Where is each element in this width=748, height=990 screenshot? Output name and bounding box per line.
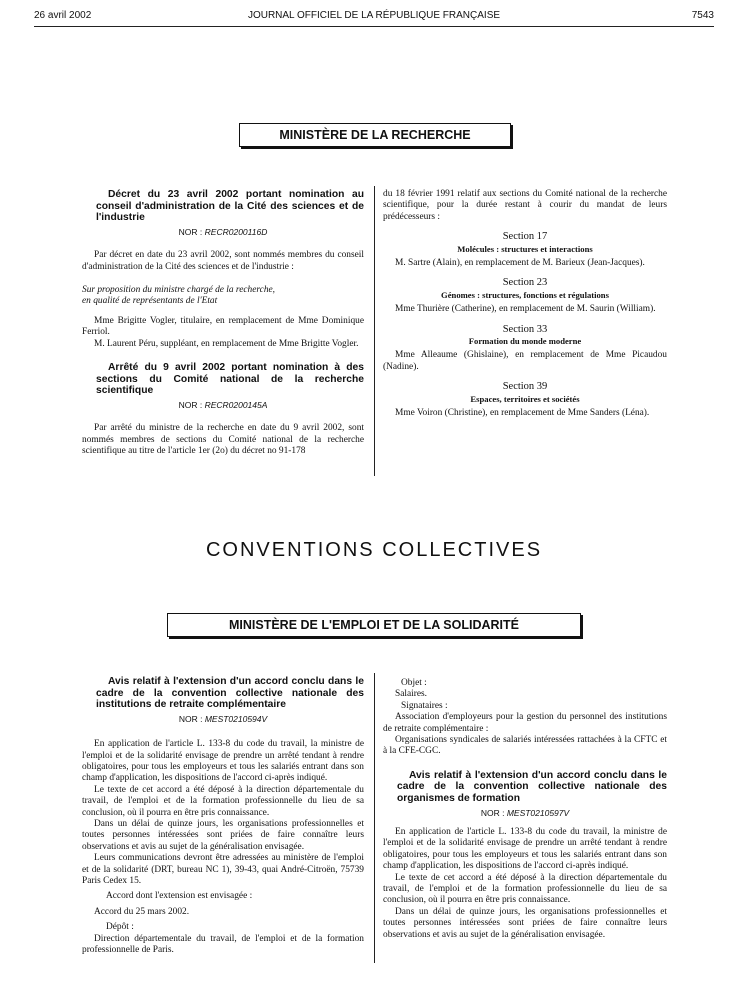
avis1-paragraph-4: Leurs communications devront être adressées au ministère de l'emploi et de la solidarité (DRT, bureau NC 1), 39-43, quai André-Citroën, 75739 Paris Cedex 15. bbox=[82, 853, 364, 887]
decree-paragraph-2: Mme Brigitte Vogler, titulaire, en remplacement de Mme Dominique Ferriol. bbox=[82, 315, 364, 338]
avis2-nor bbox=[383, 808, 667, 819]
header-rule bbox=[34, 26, 714, 27]
decree-paragraph-3: M. Laurent Péru, suppléant, en remplacement de Mme Brigitte Vogler. bbox=[94, 338, 359, 349]
avis1-depot: Direction départementale du travail, de l'emploi et de la formation professionnelle de Paris. bbox=[82, 933, 364, 956]
avis1-depot-label: Dépôt : bbox=[106, 922, 134, 933]
avis1-nor-code: MEST0210594V bbox=[204, 713, 268, 724]
section-label: Section 39 bbox=[502, 381, 548, 393]
column-divider-top bbox=[374, 186, 375, 476]
avis1-accord-label: Accord dont l'extension est envisagée : bbox=[106, 891, 253, 902]
decree-nor bbox=[82, 227, 364, 238]
running-header bbox=[34, 10, 714, 26]
avis1-title: Avis relatif à l'extension d'un accord conclu dans le cadre de la convention collective nationale des institutions de retraite complémentaire bbox=[96, 676, 364, 711]
column-bottom-right bbox=[383, 678, 667, 941]
avis1-objet: Salaires. bbox=[395, 689, 428, 700]
section-label: Section 33 bbox=[502, 323, 548, 335]
arrete-nor-label: NOR : bbox=[178, 399, 203, 410]
arrete-nor-code: RECR0200145A bbox=[204, 399, 268, 410]
avis2-paragraph-1: En application de l'article L. 133-8 du code du travail, la ministre de l'emploi et de la solidarité envisage de prendre un arrêté tendant à rendre obligatoires, pour tous les employeurs et tous les salariés entrant dans son champ d'application, les dispositions de l'accord ci-après indiqué. bbox=[383, 827, 667, 872]
section-label: Section 23 bbox=[502, 277, 548, 289]
avis1-accord: Accord du 25 mars 2002. bbox=[94, 906, 190, 917]
ministry-emploi-heading: MINISTÈRE DE L'EMPLOI ET DE LA SOLIDARITÉ bbox=[167, 613, 581, 637]
section-member: Mme Thurière (Catherine), en remplacement de M. Saurin (William). bbox=[395, 304, 656, 315]
decree-italic-2: en qualité de représentants de l'Etat bbox=[82, 296, 218, 307]
conventions-collectives-heading: CONVENTIONS COLLECTIVES bbox=[205, 539, 543, 561]
arrete-title: Arrêté du 9 avril 2002 portant nomination à des sections du Comité national de la recherche scientifique bbox=[96, 362, 364, 397]
section-member: Mme Alleaume (Ghislaine), en remplacement de Mme Picaudou (Nadine). bbox=[383, 350, 667, 372]
decree-paragraph-1: Par décret en date du 23 avril 2002, sont nommés membres du conseil d'administration de la Cité des sciences et de l'industrie : bbox=[82, 250, 364, 272]
arrete-paragraph-1: Par arrêté du ministre de la recherche en date du 9 avril 2002, sont nommés membres de sections du Comité national de la recherche scientifique au titre de l'article 1er (2o) du décret no 91-178 bbox=[82, 423, 364, 457]
arrete-continuation: du 18 février 1991 relatif aux sections du Comité national de la recherche scientifique, pour la durée restant à courir du mandat de leurs prédécesseurs : bbox=[383, 189, 667, 222]
column-top-right bbox=[383, 189, 667, 420]
decree-italic-1: Sur proposition du ministre chargé de la recherche, bbox=[82, 285, 276, 295]
column-top-left bbox=[82, 189, 364, 457]
section-subject: Formation du monde moderne bbox=[468, 336, 582, 347]
column-bottom-left bbox=[82, 676, 364, 957]
decree-title: Décret du 23 avril 2002 portant nomination au conseil d'administration de la Cité des sciences et de l'industrie bbox=[96, 189, 364, 224]
header-page-number: 7543 bbox=[691, 10, 714, 21]
avis2-paragraph-3: Dans un délai de quinze jours, les organisations professionnelles et toutes personnes intéressées sont priées de faire connaître leurs observations et avis au sujet de la généralisation envisagée. bbox=[383, 906, 667, 940]
avis1-paragraph-3: Dans un délai de quinze jours, les organisations professionnelles et toutes personnes intéressées sont priées de faire connaître leurs observations et avis au sujet de la généralisation envisagée. bbox=[82, 819, 364, 852]
section-subject: Génomes : structures, fonctions et régulations bbox=[441, 289, 609, 300]
section-subject: Espaces, territoires et sociétés bbox=[470, 393, 580, 404]
decree-nor-code: RECR0200116D bbox=[204, 226, 268, 237]
avis1-signataires-label: Signataires : bbox=[401, 700, 448, 711]
avis1-nor-label: NOR : bbox=[178, 713, 203, 724]
section-member: M. Sartre (Alain), en remplacement de M. Barieux (Jean-Jacques). bbox=[395, 258, 645, 269]
avis1-objet-label: Objet : bbox=[401, 678, 427, 688]
avis2-paragraph-2: Le texte de cet accord a été déposé à la direction départementale du travail, de l'emploi et de la formation professionnelle du lieu de sa conclusion, où il pourra en être pris connaissance. bbox=[383, 872, 667, 906]
avis1-signataires-2: Organisations syndicales de salariés intéressées rattachées à la CFTC et à la CFE-CGC. bbox=[383, 735, 667, 757]
avis1-signataires-1: Association d'employeurs pour la gestion du personnel des institutions de retraite complémentaire : bbox=[383, 712, 667, 734]
avis1-paragraph-2: Le texte de cet accord a été déposé à la direction départementale du travail, de l'emploi et de la formation professionnelle du lieu de sa conclusion, où il pourra en être pris connaissance. bbox=[82, 784, 364, 818]
avis1-paragraph-1: En application de l'article L. 133-8 du code du travail, la ministre de l'emploi et de la solidarité envisage de prendre un arrêté tendant à rendre obligatoires, pour tous les employeurs et tous les salariés entrant dans son champ d'application, les dispositions de l'accord ci-après indiqué. bbox=[82, 739, 364, 784]
ministry-recherche-heading: MINISTÈRE DE LA RECHERCHE bbox=[239, 123, 511, 147]
section-subject: Molécules : structures et interactions bbox=[457, 243, 593, 254]
avis1-nor bbox=[82, 714, 364, 725]
section-label: Section 17 bbox=[502, 231, 548, 243]
arrete-nor bbox=[82, 400, 364, 411]
avis2-title: Avis relatif à l'extension d'un accord conclu dans le cadre de la convention collective nationale des organismes de formation bbox=[397, 769, 667, 805]
avis2-nor-label: NOR : bbox=[480, 807, 505, 818]
section-member: Mme Voiron (Christine), en remplacement de Mme Sanders (Léna). bbox=[395, 408, 650, 419]
header-journal-title: JOURNAL OFFICIEL DE LA RÉPUBLIQUE FRANÇAISE bbox=[247, 10, 501, 21]
avis2-nor-code: MEST0210597V bbox=[506, 807, 570, 818]
decree-nor-label: NOR : bbox=[178, 226, 203, 237]
column-divider-bottom bbox=[374, 673, 375, 963]
header-date: 26 avril 2002 bbox=[34, 10, 92, 21]
